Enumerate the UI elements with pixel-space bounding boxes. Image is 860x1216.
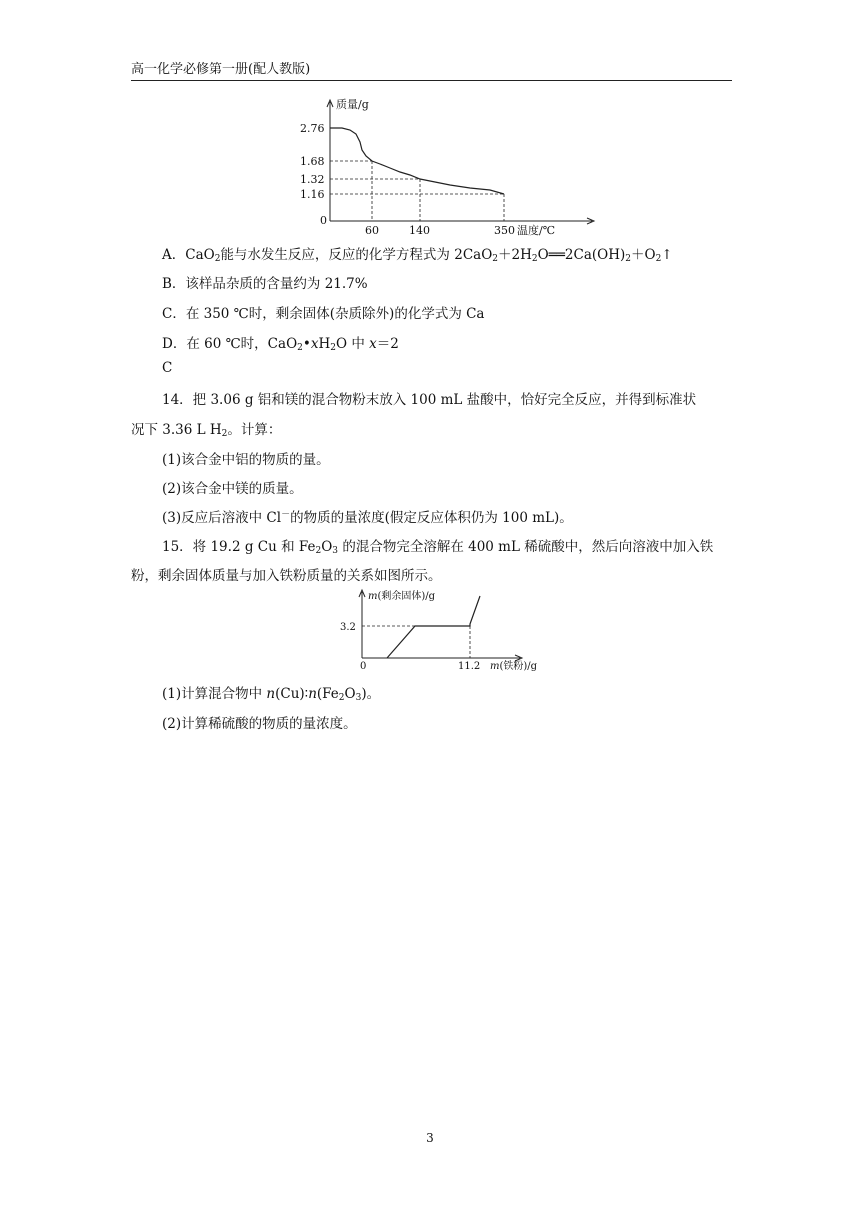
q15-line1: 15．将 19.2 g Cu 和 $Fe_2O_3$ 的混合物完全溶解在 400 mL 稀硫酸中，然后向溶液中加入铁 (162, 539, 714, 556)
ytick-1-68: 1.68 (300, 155, 325, 168)
iron-powder-chart (330, 588, 560, 673)
ytick-1-32: 1.32 (300, 173, 325, 186)
page-number: 3 (426, 1131, 434, 1145)
q14-part3: (3)反应后溶液中 Cl－的物质的量浓度(假定反应体积仍为 100 mL)。 (162, 510, 573, 526)
q14-part1: (1)该合金中铝的物质的量。 (162, 452, 330, 468)
option-c: C．在 350 ℃时，剩余固体(杂质除外)的化学式为 Ca (162, 306, 485, 322)
mass-temperature-chart (290, 96, 600, 236)
q15-part1: (1)计算混合物中 $n(Cu)∶n(Fe_2O_3)$。 (162, 686, 381, 703)
x-axis-label: 温度/℃ (517, 224, 556, 236)
answer: C (162, 360, 173, 376)
q14-line1: 14．把 3.06 g 铝和镁的混合物粉末放入 100 mL 盐酸中，恰好完全反应，并得到标准状 (162, 392, 697, 408)
x-axis-label: m(铁粉)/g (490, 661, 538, 672)
option-a: A．CaO$_2$能与水发生反应，反应的化学方程式为 $2CaO_2+2H_2O══2Ca(OH)_2+O_2↑$ (162, 247, 673, 264)
ytick-1-16: 1.16 (300, 188, 325, 201)
y-axis-label: 质量/g (336, 98, 369, 111)
y-axis-label: m(剩余固体)/g (368, 591, 436, 602)
ytick-3-2: 3.2 (340, 622, 356, 633)
xtick-350: 350 (494, 224, 515, 236)
xtick-60: 60 (365, 224, 379, 236)
remaining-solid-line (387, 596, 480, 658)
ytick-2-76: 2.76 (300, 122, 325, 135)
option-b: B．该样品杂质的含量约为 21.7% (162, 276, 368, 292)
q15-part2: (2)计算稀硫酸的物质的量浓度。 (162, 716, 357, 732)
q15-line2: 粉，剩余固体质量与加入铁粉质量的关系如图所示。 (131, 568, 442, 584)
xtick-11-2: 11.2 (458, 661, 481, 672)
option-d: D．在 60 ℃时，$CaO_2•xH_2O$ 中 x＝2 (162, 336, 399, 353)
origin-label: 0 (320, 214, 327, 227)
xtick-140: 140 (409, 224, 430, 236)
header-title: 高一化学必修第一册(配人教版) (131, 62, 311, 77)
q14-part2: (2)该合金中镁的质量。 (162, 481, 303, 497)
q14-line2: 况下 3.36 L $H_2$。计算： (131, 422, 282, 439)
origin-label: 0 (360, 661, 367, 672)
header-rule (131, 80, 732, 81)
